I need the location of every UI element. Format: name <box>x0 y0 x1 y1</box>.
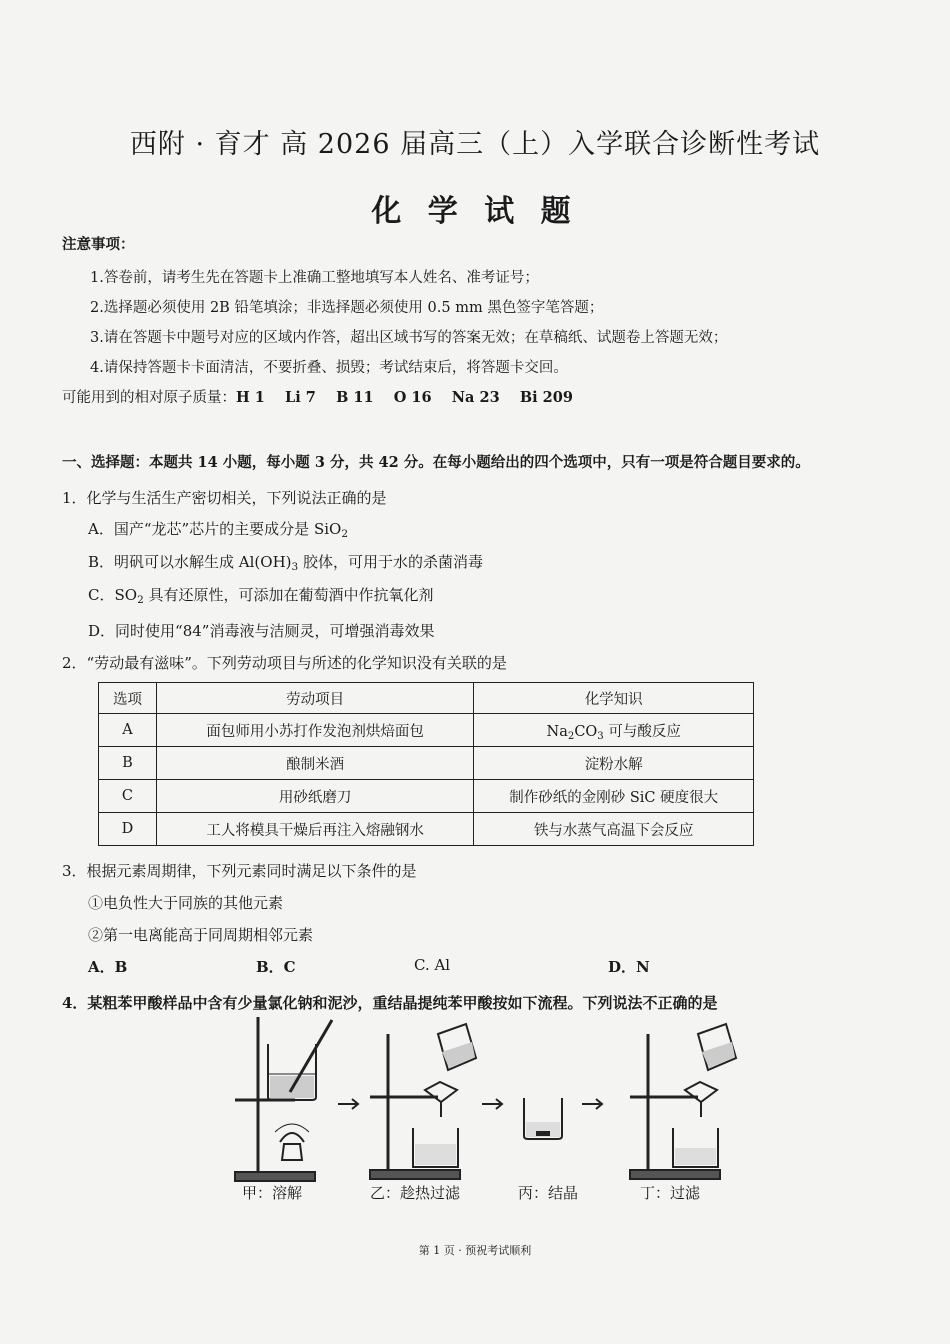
q2-row-c <box>99 780 754 813</box>
q2-header-row <box>99 683 754 714</box>
arrow-2 <box>482 1099 502 1109</box>
q1-option-a <box>88 518 348 539</box>
q2-table <box>98 682 754 846</box>
notice-item-3: 3.请在答题卡中题号对应的区域内作答，超出区域书写的答案无效；在草稿纸、试题卷上答题无效； <box>90 330 728 346</box>
q1-option-d: D．同时使用“84”消毒液与洁厕灵，可增强消毒效果 <box>88 622 435 640</box>
q1-c-text-post: 具有还原性，可添加在葡萄酒中作抗氧化剂 <box>143 586 434 604</box>
exam-title: 西附 · 育才 高 2026 届高三（上）入学联合诊断性考试 <box>129 129 821 160</box>
arrow-1 <box>338 1099 358 1109</box>
section-1-heading: 一、选择题：本题共 14 小题，每小题 3 分，共 42 分。在每小题给出的四个选项中，只有一项是符合题目要求的。 <box>62 454 810 471</box>
q2-header-knowledge: 化学知识 <box>474 683 754 714</box>
q4-stem: 4．某粗苯甲酸样品中含有少量氯化钠和泥沙，重结晶提纯苯甲酸按如下流程。下列说法不正确的是 <box>62 994 718 1012</box>
atomic-mass-line <box>62 386 573 407</box>
notice-item-4: 4.请保持答题卡卡面清洁，不要折叠、损毁；考试结束后，将答题卡交回。 <box>90 360 568 376</box>
caption-hot-filter: 乙：趁热过滤 <box>370 1184 461 1202</box>
apparatus-hot-filter <box>370 1024 476 1179</box>
apparatus-crystallize <box>524 1098 562 1139</box>
q2-a-k3: CO <box>574 723 598 740</box>
q2-row-d <box>99 813 754 846</box>
q2-a-k5: 可与酸反应 <box>603 723 681 740</box>
notice-item-2: 2.选择题必须使用 2B 铅笔填涂；非选择题必须使用 0.5 mm 黑色签字笔答题； <box>90 300 604 316</box>
notice-item-1: 1.答卷前，请考生先在答题卡上准确工整地填写本人姓名、准考证号； <box>90 270 539 286</box>
q3-option-c: C. Al <box>414 956 451 974</box>
q3-option-b: B．C <box>256 958 296 976</box>
subject-title: 化 学 试 题 <box>371 194 579 229</box>
q2-header-option: 选项 <box>99 683 157 714</box>
q1-c-text: C．SO <box>88 586 138 604</box>
q1-a-text: A．国产“龙芯”芯片的主要成分是 SiO <box>88 520 342 538</box>
q1-option-b <box>88 551 483 572</box>
q2-row-d-option: D <box>99 813 157 846</box>
q2-row-d-knowledge: 铁与水蒸气高温下会反应 <box>474 813 754 846</box>
q1-a-sub: 2 <box>341 528 348 540</box>
q1-option-c <box>88 584 434 605</box>
q2-a-k2: 2 <box>567 730 575 742</box>
recrystallization-diagram <box>220 1012 760 1202</box>
arrow-3 <box>582 1099 602 1109</box>
q2-row-a <box>99 714 754 747</box>
q3-option-d: D．N <box>608 958 650 976</box>
apparatus-dissolve <box>235 1017 332 1181</box>
q1-b-sub: 3 <box>291 561 299 573</box>
q2-a-k1: Na <box>546 723 568 740</box>
q2-row-c-knowledge: 制作砂纸的金刚砂 SiC 硬度很大 <box>474 780 754 813</box>
q3-condition-1: ①电负性大于同族的其他元素 <box>88 894 284 912</box>
q2-row-b-knowledge: 淀粉水解 <box>474 747 754 780</box>
apparatus-filter <box>630 1024 736 1179</box>
caption-filter: 丁：过滤 <box>640 1184 701 1202</box>
caption-dissolve: 甲：溶解 <box>242 1184 303 1202</box>
q2-row-a-task: 面包师用小苏打作发泡剂烘焙面包 <box>156 714 473 747</box>
q2-row-a-knowledge <box>474 714 754 747</box>
q2-row-c-option: C <box>99 780 157 813</box>
notice-heading: 注意事项： <box>62 236 135 253</box>
q2-row-b-task: 酿制米酒 <box>156 747 473 780</box>
q3-stem: 3．根据元素周期律，下列元素同时满足以下条件的是 <box>62 862 417 880</box>
q1-stem: 1．化学与生活生产密切相关，下列说法正确的是 <box>62 489 387 507</box>
q2-row-b <box>99 747 754 780</box>
q2-header-task: 劳动项目 <box>156 683 473 714</box>
atomic-mass-values: H 1 Li 7 B 11 O 16 Na 23 Bi 209 <box>236 389 573 406</box>
q1-b-text-post: 胶体，可用于水的杀菌消毒 <box>298 553 483 571</box>
q3-option-a: A．B <box>88 958 128 976</box>
caption-crystallize: 丙：结晶 <box>518 1184 579 1202</box>
q2-row-c-task: 用砂纸磨刀 <box>156 780 473 813</box>
q1-b-text: B．明矾可以水解生成 Al(OH) <box>88 553 292 571</box>
q1-c-sub: 2 <box>137 594 144 606</box>
q2-stem: 2．“劳动最有滋味”。下列劳动项目与所述的化学知识没有关联的是 <box>62 654 507 672</box>
q2-row-b-option: B <box>99 747 157 780</box>
page-footer: 第 1 页 · 预祝考试顺利 <box>418 1244 532 1257</box>
atomic-mass-label: 可能用到的相对原子质量： <box>62 390 236 406</box>
q2-a-k4: 3 <box>597 730 604 742</box>
q3-condition-2: ②第一电离能高于同周期相邻元素 <box>88 926 314 944</box>
q2-row-d-task: 工人将模具干燥后再注入熔融钢水 <box>156 813 473 846</box>
q2-row-a-option: A <box>99 714 157 747</box>
